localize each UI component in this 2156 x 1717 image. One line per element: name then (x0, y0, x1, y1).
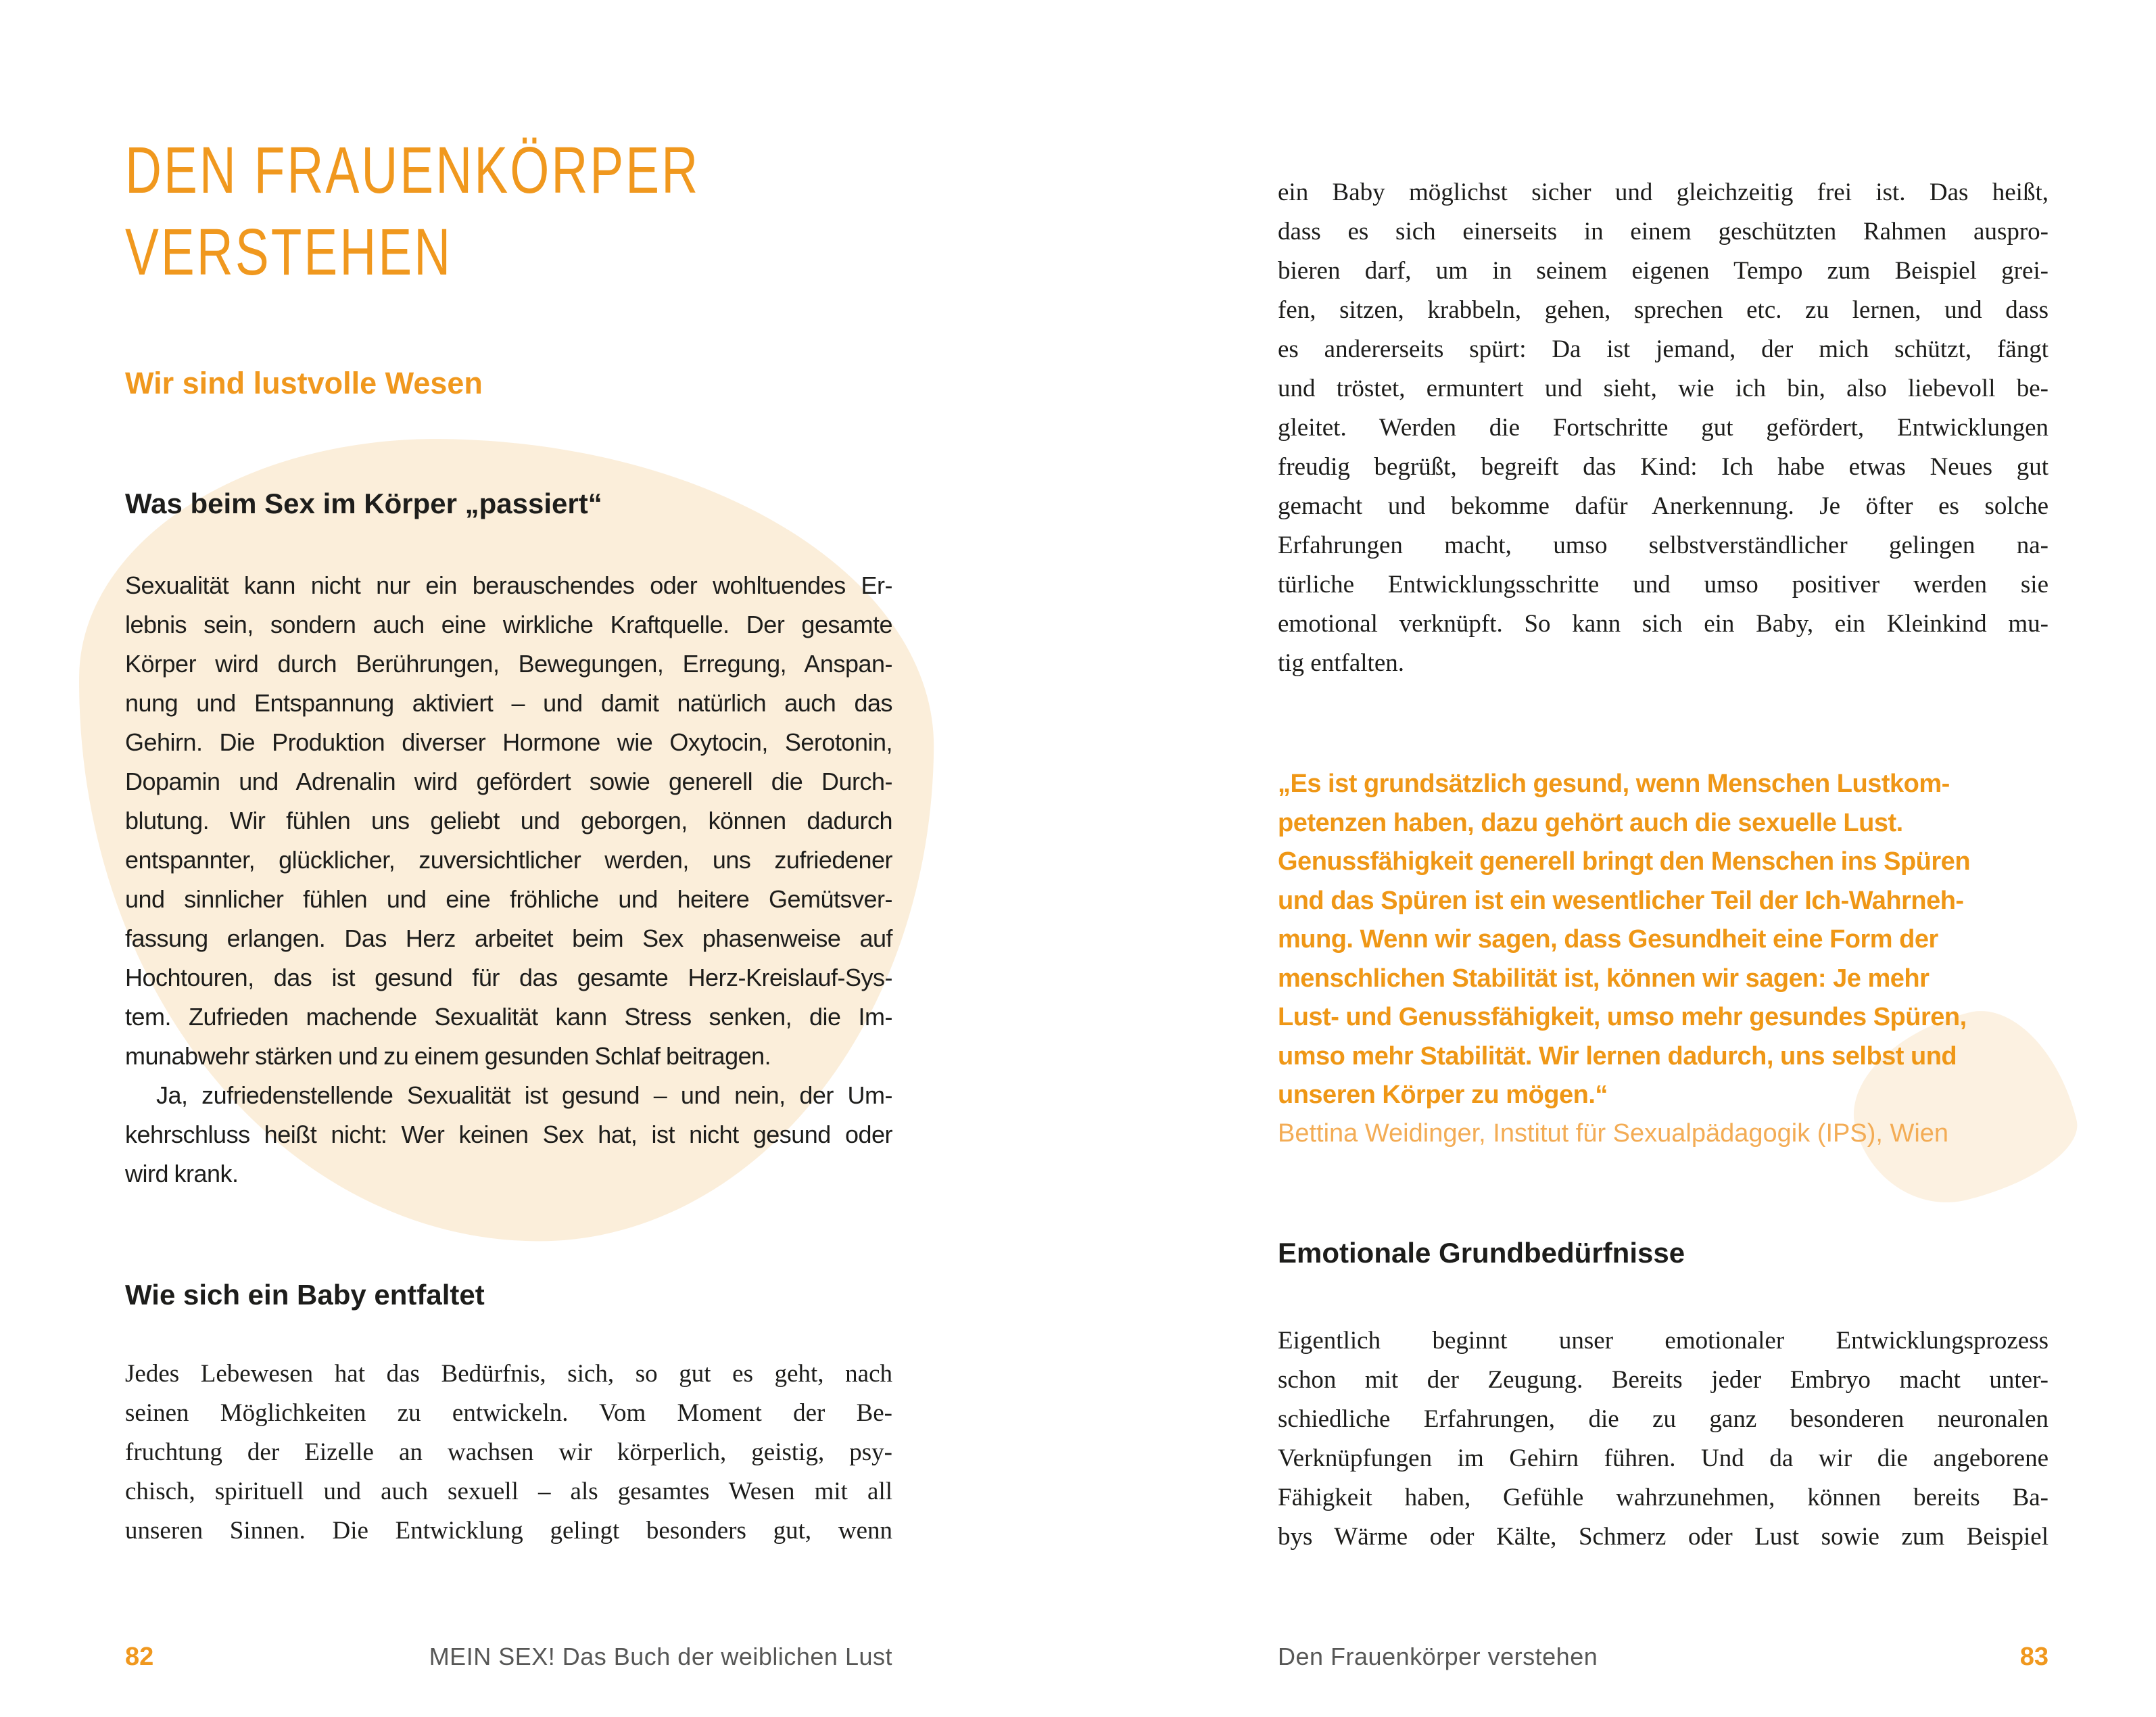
body-line: dass es sich einerseits in einem geschützten Rahmen auspro- (1278, 218, 2049, 245)
body-line: kehrschluss heißt nicht: Wer keinen Sex hat, ist nicht gesund oder (125, 1121, 892, 1148)
serif-paragraph-left (125, 1355, 892, 1551)
book-title: MEIN SEX! Das Buch der weiblichen Lust (429, 1643, 892, 1670)
quote-line: Lust- und Genussfähigkeit, umso mehr gesundes Spüren, (1278, 1003, 1967, 1031)
chapter-title-line1: DEN FRAUENKÖRPER (125, 133, 700, 207)
body-line: munabwehr stärken und zu einem gesunden Schlaf beitragen. (125, 1042, 771, 1070)
body-line: Körper wird durch Berührungen, Bewegungen, Erregung, Anspan- (125, 650, 892, 678)
quote-attribution: Bettina Weidinger, Institut für Sexualpädagogik (IPS), Wien (1278, 1119, 1949, 1148)
body-line: bieren darf, um in seinem eigenen Tempo zum Beispiel grei- (1278, 257, 2049, 285)
body-line: seinen Möglichkeiten zu entwickeln. Vom Moment der Be- (125, 1399, 892, 1427)
quote-line: mung. Wenn wir sagen, dass Gesundheit eine Form der (1278, 925, 1938, 954)
body-line: tem. Zufrieden machende Sexualität kann Stress senken, die Im- (125, 1003, 892, 1031)
quote-line: umso mehr Stabilität. Wir lernen dadurch, uns selbst und (1278, 1041, 1957, 1071)
body-line: gemacht und bekomme dafür Anerkennung. Je öfter es solche (1278, 492, 2049, 520)
quote-line: „Es ist grundsätzlich gesund, wenn Menschen Lustkom- (1278, 770, 1950, 798)
body-line: Gehirn. Die Produktion diverser Hormone wie Oxytocin, Serotonin, (125, 728, 892, 756)
body-line: unseren Sinnen. Die Entwicklung gelingt besonders gut, wenn (125, 1517, 892, 1545)
quote-line: menschlichen Stabilität ist, können wir sagen: Je mehr (1278, 964, 1930, 993)
body-line: wird krank. (125, 1160, 239, 1187)
body-line: schon mit der Zeugung. Bereits jeder Embryo macht unter- (1278, 1366, 2049, 1394)
pull-quote (1278, 765, 2062, 1115)
body-line: Erfahrungen macht, umso selbstverständlicher gelingen na- (1278, 532, 2049, 559)
page-number-right: 83 (2019, 1643, 2049, 1671)
section-heading-emotional: Emotionale Grundbedürfnisse (1278, 1237, 1685, 1269)
body-line: Dopamin und Adrenalin wird gefördert sowie generell die Durch- (125, 768, 892, 795)
chapter-running-title: Den Frauenkörper verstehen (1278, 1643, 1598, 1670)
quote-line: Genussfähigkeit generell bringt den Menschen ins Spüren (1278, 847, 1971, 876)
footer-right (1278, 1640, 2049, 1674)
body-line: Fähigkeit haben, Gefühle wahrzunehmen, können bereits Ba- (1278, 1484, 2049, 1511)
body-line: blutung. Wir fühlen uns geliebt und geborgen, können dadurch (125, 807, 892, 834)
section-heading-baby: Wie sich ein Baby entfaltet (125, 1279, 485, 1311)
page-number-left: 82 (125, 1643, 154, 1671)
body-line: Sexualität kann nicht nur ein berauschendes oder wohltuendes Er- (125, 571, 892, 599)
body-line: Ja, zufriedenstellende Sexualität ist gesund – und nein, der Um- (156, 1081, 892, 1109)
body-line: entspannter, glücklicher, zuversichtlicher werden, uns zufriedener (125, 846, 892, 874)
box-paragraph (125, 566, 892, 1194)
body-line: gleitet. Werden die Fortschritte gut gefördert, Entwicklungen (1278, 414, 2049, 442)
body-line: und tröstet, ermuntert und sieht, wie ich bin, also liebevoll be- (1278, 375, 2049, 402)
body-line: nung und Entspannung aktiviert – und damit natürlich auch das (125, 689, 892, 717)
body-line: fen, sitzen, krabbeln, gehen, sprechen etc. zu lernen, und dass (1278, 296, 2049, 324)
body-line: freudig begrüßt, begreift das Kind: Ich habe etwas Neues gut (1278, 453, 2049, 481)
body-line: schiedliche Erfahrungen, die zu ganz besonderen neuronalen (1278, 1405, 2049, 1433)
body-line: chisch, spirituell und auch sexuell – als gesamtes Wesen mit all (125, 1478, 892, 1505)
box-heading: Was beim Sex im Körper „passiert“ (125, 488, 602, 519)
body-line: türliche Entwicklungsschritte und umso positiver werden sie (1278, 571, 2049, 598)
body-line: emotional verknüpft. So kann sich ein Baby, ein Kleinkind mu- (1278, 610, 2049, 638)
chapter-title-line2: VERSTEHEN (125, 215, 453, 289)
body-line: es andererseits spürt: Da ist jemand, der mich schützt, fängt (1278, 335, 2049, 363)
body-line: ein Baby möglichst sicher und gleichzeitig frei ist. Das heißt, (1278, 179, 2049, 206)
body-line: bys Wärme oder Kälte, Schmerz oder Lust sowie zum Beispiel (1278, 1523, 2049, 1551)
quote-line: petenzen haben, dazu gehört auch die sexuelle Lust. (1278, 808, 1903, 837)
chapter-title (125, 129, 700, 293)
quote-line: und das Spüren ist ein wesentlicher Teil der Ich-Wahrneh- (1278, 886, 1964, 915)
body-line: Jedes Lebewesen hat das Bedürfnis, sich, so gut es geht, nach (125, 1360, 892, 1388)
serif-paragraph-right-2 (1278, 1321, 2049, 1557)
chapter-subtitle: Wir sind lustvolle Wesen (125, 366, 483, 400)
footer-left (125, 1640, 892, 1674)
quote-line: unseren Körper zu mögen.“ (1278, 1081, 1608, 1109)
body-line: lebnis sein, sondern auch eine wirkliche Kraftquelle. Der gesamte (125, 611, 892, 638)
body-line: Hochtouren, das ist gesund für das gesamte Herz-Kreislauf-Sys- (125, 964, 892, 991)
body-line: tig entfalten. (1278, 649, 1404, 677)
body-line: und sinnlicher fühlen und eine fröhliche und heitere Gemütsver- (125, 885, 892, 913)
body-line: Verknüpfungen im Gehirn führen. Und da wir die angeborene (1278, 1444, 2049, 1472)
body-line: fassung erlangen. Das Herz arbeitet beim Sex phasenweise auf (125, 924, 892, 952)
body-line: Eigentlich beginnt unser emotionaler Entwicklungsprozess (1278, 1327, 2049, 1355)
serif-paragraph-right-1 (1278, 173, 2049, 683)
body-line: fruchtung der Eizelle an wachsen wir körperlich, geistig, psy- (125, 1438, 892, 1466)
